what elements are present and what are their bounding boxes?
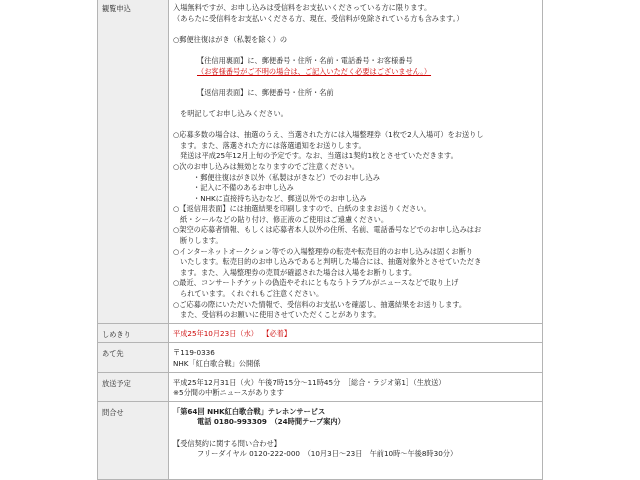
apply-line: ○郵便往復はがき（私製を除く）の xyxy=(173,34,288,44)
apply-line: ○【返信用表面】には抽選結果を印刷しますので、白紙のままお送りください。 xyxy=(173,204,431,214)
apply-line: ○架空の応募者情報、もしくは応募者本人以外の住所、名前、電話番号などでのお申し込みはお xyxy=(173,225,482,235)
apply-line: ○応募多数の場合は、抽選のうえ、当選された方には入場整理券（1枚で2人入場可）をお送りし xyxy=(173,130,484,140)
contact-service: 「第64回 NHK紅白歌合戦」テレホンサービス xyxy=(173,406,326,416)
apply-line: 【返信用表面】に、郵便番号・住所・名前 xyxy=(197,87,334,97)
apply-line: ○ご応募の際にいただいた情報で、受信料のお支払いを確認し、抽選結果をお送りします。 xyxy=(173,299,467,309)
apply-line: 断りします。 xyxy=(180,236,223,246)
deadline-date: 平成25年10月23日（水） xyxy=(173,328,258,338)
apply-line-note: （お客様番号がご不明の場合は、ご記入いただく必要はございません。） xyxy=(197,66,432,76)
broadcast-content xyxy=(169,372,543,401)
row-contact xyxy=(98,401,543,479)
apply-line: いたします。転売目的のお申し込みであると判明した場合には、抽選対象外とさせていただき xyxy=(180,257,482,267)
row-apply xyxy=(98,0,543,323)
apply-line: ・郵便往復はがき以外（私製はがきなど）でのお申し込み xyxy=(193,172,380,182)
apply-line: ・NHKに直接持ち込むなど、郵送以外でのお申し込み xyxy=(193,193,367,203)
spacer xyxy=(173,120,540,131)
contact-contract-title: 【受信契約に関する問い合わせ】 xyxy=(173,438,281,448)
spacer xyxy=(173,24,540,35)
contact-phone: 電話 0180-993309 （24時間テープ案内） xyxy=(197,417,345,427)
row-deadline xyxy=(98,323,543,343)
broadcast-note: ※5分間の中断ニュースがあります xyxy=(173,388,284,398)
apply-line: （あらたに受信料をお支払いくださる方、現在、受信料が免除されている方も含みます。） xyxy=(173,13,464,23)
row-label-address: あて先 xyxy=(98,343,169,372)
apply-line: を明記してお申し込みください。 xyxy=(180,108,288,118)
row-label-contact: 問合せ xyxy=(98,401,169,479)
apply-content xyxy=(169,0,543,323)
address-name: NHK「紅白歌合戦」公開係 xyxy=(173,359,261,368)
spacer xyxy=(173,77,540,88)
apply-line: ○次のお申し込みは無効となりますのでご注意ください。 xyxy=(173,161,359,171)
apply-line: 紙・シールなどの貼り付け、修正液のご使用はご遠慮ください。 xyxy=(180,214,389,224)
apply-line: 発送は平成25年12月上旬の予定です。なお、当選は1契約1枚とさせていただきます。 xyxy=(180,151,458,161)
row-label-deadline: しめきり xyxy=(98,323,169,343)
apply-line: ○インターネットオークション等での入場整理券の転売や転売目的のお申し込みは固くお断り xyxy=(173,246,473,256)
row-broadcast xyxy=(98,372,543,401)
row-label-broadcast: 放送予定 xyxy=(98,372,169,401)
row-label-apply: 観覧申込 xyxy=(98,0,169,323)
apply-line: 【往信用裏面】に、郵便番号・住所・名前・電話番号・お客様番号 xyxy=(197,55,413,65)
address-content xyxy=(169,343,543,372)
apply-line: 入場無料ですが、お申し込みは受信料をお支払いくださっている方に限ります。 xyxy=(173,3,432,12)
row-address xyxy=(98,343,543,372)
info-table xyxy=(97,0,543,480)
apply-line: また、受信料のお願いに使用させていただくことがあります。 xyxy=(180,310,381,320)
spacer xyxy=(173,45,540,56)
deadline-text xyxy=(173,329,540,340)
spacer xyxy=(173,98,540,109)
apply-line: られています。くれぐれもご注意ください。 xyxy=(180,289,324,299)
apply-line: ・記入に不備のあるお申し込み xyxy=(193,183,294,193)
contact-content xyxy=(169,401,543,479)
contact-freedial: フリーダイヤル 0120-222-000 （10月3日～23日 午前10時～午後8時30分） xyxy=(197,449,458,459)
address-postal: 〒119-0336 xyxy=(173,348,215,358)
apply-line: ○最近、コンサートチケットの偽造やそれにともなうトラブルがニュースなどで取り上げ xyxy=(173,278,459,288)
broadcast-schedule: 平成25年12月31日（火）午後7時15分～11時45分 ［総合・ラジオ第1］（生放送） xyxy=(173,377,446,387)
apply-line: ます。また、入場整理券の売買が確認された場合は入場をお断りします。 xyxy=(180,267,417,277)
deadline-note: 【必着】 xyxy=(265,328,292,338)
apply-line: ます。また、落選された方には落選通知をお送りします。 xyxy=(180,140,366,150)
deadline-content xyxy=(169,323,543,343)
